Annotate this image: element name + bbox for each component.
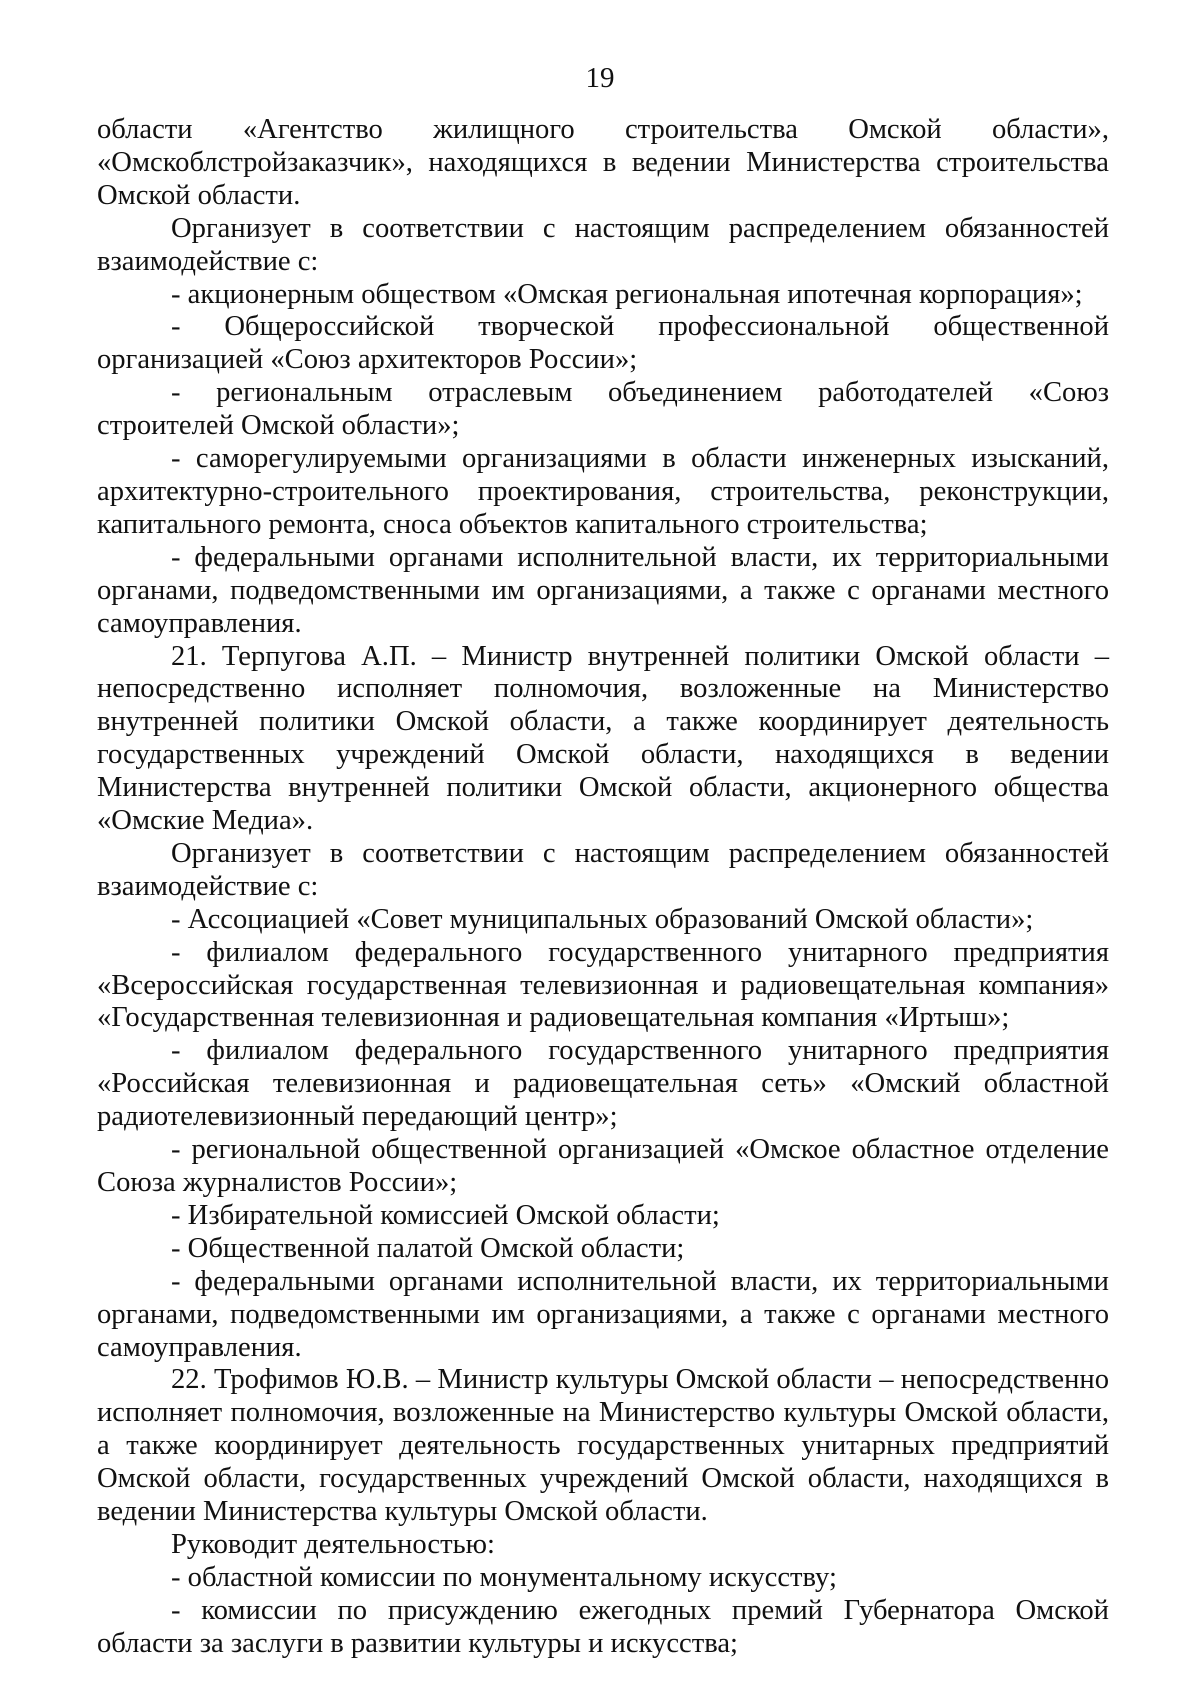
- document-body: [97, 114, 1109, 1661]
- paragraph: 22. Трофимов Ю.В. – Министр культуры Омской области – непосредственно исполняет полномочия, возложенные на Министерство культуры Омской области, а также координирует деятельность государственных унитарных предприятий Омской области, государственных учреждений Омской области, находящихся в ведении Министерства культуры Омской области.: [97, 1364, 1109, 1528]
- paragraph: - акционерным обществом «Омская региональная ипотечная корпорация»;: [171, 278, 1083, 310]
- paragraph: Организует в соответствии с настоящим распределением обязанностей взаимодействие с:: [97, 837, 1109, 902]
- paragraph: Организует в соответствии с настоящим распределением обязанностей взаимодействие с:: [97, 212, 1109, 277]
- paragraph: - федеральными органами исполнительной власти, их территориальными органами, подведомственными им организациями, а также с органами местного самоуправления.: [97, 1265, 1109, 1363]
- paragraph: - региональной общественной организацией «Омское областное отделение Союза журналистов России»;: [97, 1134, 1109, 1198]
- paragraph: - Ассоциацией «Совет муниципальных образований Омской области»;: [171, 903, 1034, 935]
- paragraph: - саморегулируемыми организациями в области инженерных изысканий, архитектурно-строительного проектирования, строительства, реконструкции, капитального ремонта, сноса объектов капитального строительства;: [97, 443, 1109, 540]
- paragraph: области «Агентство жилищного строительства Омской области», «Омскоблстройзаказчик», находящихся в ведении Министерства строительства Омской области.: [97, 114, 1109, 211]
- paragraph: - региональным отраслевым объединением работодателей «Союз строителей Омской области»;: [97, 377, 1109, 442]
- paragraph: - федеральными органами исполнительной власти, их территориальными органами, подведомственными им организациями, а также с органами местного самоуправления.: [97, 541, 1109, 639]
- paragraph: - филиалом федерального государственного унитарного предприятия «Всероссийская государственная телевизионная и радиовещательная компания» «Государственная телевизионная и радиовещательная компания «Иртыш»;: [97, 936, 1109, 1034]
- paragraph: Руководит деятельностью:: [171, 1528, 495, 1560]
- paragraph: - областной комиссии по монументальному искусству;: [171, 1561, 837, 1593]
- page-number: 19: [585, 62, 615, 94]
- paragraph: - филиалом федерального государственного унитарного предприятия «Российская телевизионная и радиовещательная сеть» «Омский областной радиотелевизионный передающий центр»;: [97, 1035, 1109, 1133]
- paragraph: - комиссии по присуждению ежегодных премий Губернатора Омской области за заслуги в развитии культуры и искусства;: [97, 1594, 1109, 1659]
- paragraph: - Избирательной комиссией Омской области;: [171, 1199, 720, 1231]
- paragraph: - Общественной палатой Омской области;: [171, 1232, 685, 1264]
- paragraph: 21. Терпугова А.П. – Министр внутренней политики Омской области – непосредственно исполняет полномочия, возложенные на Министерство внутренней политики Омской области, а также координирует деятельность государственных учреждений Омской области, находящихся в ведении Министерства внутренней политики Омской области, акционерного общества «Омские Медиа».: [97, 640, 1109, 837]
- paragraph: - Общероссийской творческой профессиональной общественной организацией «Союз архитекторов России»;: [97, 311, 1109, 376]
